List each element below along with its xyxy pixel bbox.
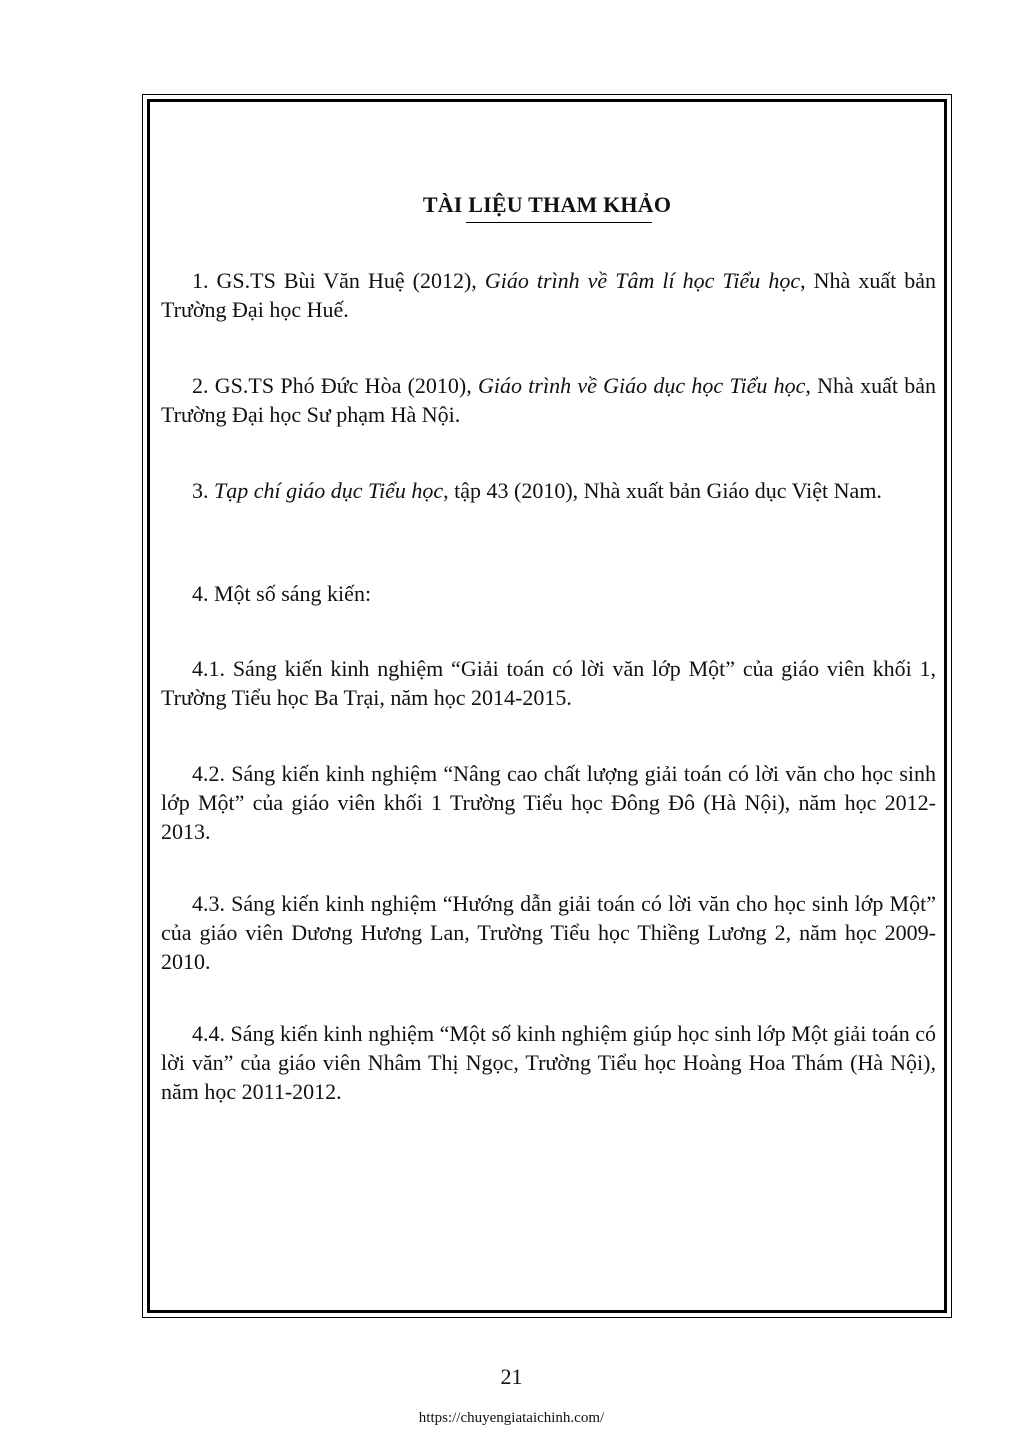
reference-1-work-title: Giáo trình về Tâm lí học Tiểu học	[484, 268, 801, 293]
title-underline	[466, 222, 652, 223]
reference-3	[161, 476, 936, 505]
reference-4-3: 4.3. Sáng kiến kinh nghiệm “Hướng dẫn giải toán có lời văn cho học sinh lớp Một” của giáo viên Dương Hương Lan, Trường Tiểu học Thiềng Lương 2, năm học 2009-2010.	[161, 891, 936, 974]
footer-url: https://chuyengiataichinh.com/	[418, 1410, 605, 1426]
reference-4-4: 4.4. Sáng kiến kinh nghiệm “Một số kinh nghiệm giúp học sinh lớp Một giải toán có lời văn” của giáo viên Nhâm Thị Ngọc, Trường Tiểu học Hoàng Hoa Thám (Hà Nội), năm học 2011-2012.	[161, 1021, 936, 1104]
document-title: TÀI LIỆU THAM KHẢO	[422, 192, 672, 217]
reference-4-heading: 4. Một số sáng kiến:	[192, 581, 372, 606]
reference-2-suffix: , Nhà xuất bản Trường Đại học Sư phạm Hà Nội.	[161, 373, 936, 427]
reference-3-suffix: , tập 43 (2010), Nhà xuất bản Giáo dục Việt Nam.	[443, 478, 882, 503]
reference-1-suffix: , Nhà xuất bản Trường Đại học Huế.	[161, 268, 936, 322]
reference-4-2: 4.2. Sáng kiến kinh nghiệm “Nâng cao chất lượng giải toán có lời văn cho học sinh lớp Một” của giáo viên khối 1 Trường Tiểu học Đông Đô (Hà Nội), năm học 2012-2013.	[161, 761, 936, 844]
reference-3-work-title: Tạp chí giáo dục Tiểu học	[214, 478, 444, 503]
reference-1	[161, 266, 936, 324]
reference-2	[161, 371, 936, 429]
page-number: 21	[500, 1364, 523, 1389]
reference-4-1: 4.1. Sáng kiến kinh nghiệm “Giải toán có lời văn lớp Một” của giáo viên khối 1, Trường Tiểu học Ba Trại, năm học 2014-2015.	[161, 656, 936, 710]
reference-2-prefix: 2. GS.TS Phó Đức Hòa (2010),	[192, 373, 479, 398]
reference-1-prefix: 1. GS.TS Bùi Văn Huệ (2012),	[192, 268, 485, 293]
reference-3-prefix: 3.	[192, 478, 214, 503]
reference-2-work-title: Giáo trình về Giáo dục học Tiểu học	[478, 373, 806, 398]
